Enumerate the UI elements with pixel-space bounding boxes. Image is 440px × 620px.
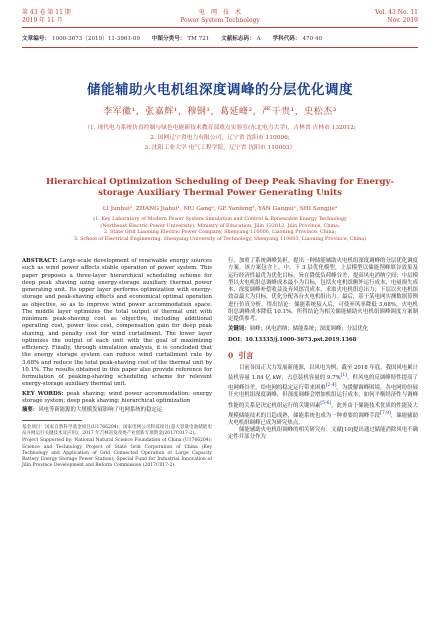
meta-class-no: 中图分类号： TM 721 [151, 36, 210, 42]
affiliation-cn-3: 3. 沈阳工业大学 电气工程学院，辽宁省 沈阳市 110003） [144, 145, 296, 151]
abstract-cn-start: 摘要：风电等新能源的大规模发展影响了电网系统的稳定运 [22, 407, 163, 413]
funding-note-cn: 基金项目：国家自然科学基金项目(U1766204)；国家电网公司科技项目(超大容量电池储能电站并网运行关键技术及应用)；2017 年吉林省发改委产业创新专项资金(2017C017-2)。 [22, 425, 212, 437]
paper-title-cn: 储能辅助火电机组深度调峰的分层优化调度 [87, 82, 353, 98]
meta-doc-code: 文献标志码： A [221, 36, 261, 42]
affiliation-cn-2: 2. 国网辽宁省电力有限公司，辽宁省 沈阳市 110006; [150, 135, 290, 141]
journal-volume: 第 43 卷 第 11 期 2019 年 11 月 [22, 9, 71, 24]
left-column [22, 258, 212, 470]
funding-note-en: Project Supported by: National Natural Science Foundation of China (U1766204); Science and Technology Project of State Grid Corporation of China (Key Technology and Application of Grid Connected Operation of Large Capacity Battery Energy Storage Power Station); Special Fund for Industrial Innovation of Jilin Province Development and Reform Commission (2017C017-2). [22, 438, 212, 468]
affiliation-en: (1. Key Laboratory of Modern Power System Simulation and Control & Renewable Energy Technology (Northeast Electric Power University), Ministry of Education, Jilin 132012, Jilin Province, China; 2. State Grid Liaoning Electric Power Company, Shenyang 110006, Liaoning Province, China; 3. School of Electrical Engineering, Shenyang University of Technology, Shenyang 110003, Liaoning Province, China) [73, 216, 367, 242]
footnote-rule [22, 420, 82, 421]
meta-article-no: 文章编号： 1000-3673（2019）11-3961-09 [22, 36, 141, 42]
keywords-cn: 关键词：调峰；风电消纳；储能系统；深度调峰；分层优化 [228, 326, 369, 333]
intro-paragraph-2: 储能辅助火电机组调峰的相关研究有：文献[10]提出通过储能消除风电不确定性并部分作为 [228, 426, 418, 441]
journal-issue: Vol. 43 No. 11 Nov. 2019 [375, 9, 418, 24]
meta-subject-code: 学科代码： 470·40 [272, 36, 323, 42]
section-heading: 0 引言 [228, 350, 254, 360]
journal-name: 电 网 技 术 Power System Technology [180, 9, 260, 24]
meta-rule [22, 47, 418, 48]
abstract-en: ABSTRACT: Large-scale development of renewable energy sources such as wind power affects stable operation of power system. This paper proposes a three-layer hierarchical scheduling scheme for deep peak shaving using energy-storage auxiliary thermal power generating unit. Its upper layer performs optimization with energy-storage and peak-shaving effects and economical optimal operation as objective, so as to improve wind power accommodation space. The middle layer optimizes the total output of thermal unit with minimum peak-shaving cost as objective, including additional operating cost, power loss cost, compensation gain for deep peak shaving, and penalty cost for wind curtailment. The lower layer optimizes the output of each unit with the goal of maximizing efficiency. Finally, through simulation analysis, it is concluded that the energy storage system can reduce wind curtailment rate by 3.68% and reduce the total peak-shaving cost of the thermal unit by 10.1%. The results obtained in this paper also provide reference for formulation of peaking-shaving scheduling scheme for relevant energy-storage auxiliary thermal unit. [22, 258, 212, 388]
intro-paragraph-1: 目前各国正大力发展新能源，以风电为例，截至 2018 年底，我国风电累计装机容量 1.84 亿 kW，占总装机容量的 9.7%[1]。但风电的反调峰特性提高了电网峰谷差，给电网的稳定运行带来困难[2-4]。为缓解调峰困境，各电网纷纷展开火电机组深度调峰，但深度调峰会增加机组运行成本，如何平衡经济性与调峰性能的关系是决定机组运行的关键因素[5-6]，此外由于储能技术优质的性能及大规模储能技术的日趋成熟，储能系统也成为一种重要的调峰手段[7-9]，储能辅助火电机组调峰已成为研究热点。 [228, 365, 418, 426]
journal-header [22, 8, 418, 30]
abstract-cn-continued: 行，加重了系统调峰负担。提出一种储能辅助火电机组深度调峰的分层优化调度方案。该方案包含上、中、下 3 层优化模型，上层模型以储能削峰填谷效果及运行经济性最优为优化目标，旨在降低负荷峰谷差，提高风电消纳空间；中层模型以火电机组总调峰成本最小为目标，包括火电机组额外运行成本、电量损失成本、深度调峰补偿收益及弃风惩罚成本，求取火电机组总出力；下层以火电机组效益最大为目标，优化分配各台火电机组出力。最后，基于某电网实测数据算例进行仿真分析，得出结论：储能系统接入后，可使弃风率降低 3.68%，火电机组总调峰成本降低 10.1%。所得结论为相关储能辅助火电机组调峰调度方案制定提供参考。 [228, 258, 418, 322]
header-rule [22, 27, 418, 28]
citation: [5-6] [320, 400, 332, 406]
citation: [7-9] [380, 410, 391, 416]
citation: [1] [340, 373, 348, 379]
keywords-en: KEY WORDS: peak shaving; wind power accommodation; energy storage system; deep peak shaving; hierarchical optimization [22, 390, 212, 404]
author-list-en: LI Junhui¹, ZHANG Jiahui¹, MU Gang¹, GE Yanfeng², YAN Gangui¹, SHI Songjie³ [102, 206, 338, 212]
right-column [228, 258, 418, 441]
affiliation-cn-1: （1. 现代电力系统仿真控制与绿色电能新技术教育部重点实验室(东北电力大学)，吉林省 吉林市 132012; [84, 125, 356, 131]
doi: DOI：10.13335/j.1000-3673.pst.2019.1368 [228, 336, 357, 343]
author-list-cn: 李军徽¹，张嘉辉¹，穆钢¹，葛延峰²，严干贵¹，史松杰³ [103, 107, 337, 117]
article-meta [22, 36, 418, 43]
citation: [2-4] [325, 383, 337, 389]
paper-title-en: Hierarchical Optimization Scheduling of Deep Peak Shaving for Energy-storage Auxiliary Thermal Power Generating Units [45, 177, 395, 198]
